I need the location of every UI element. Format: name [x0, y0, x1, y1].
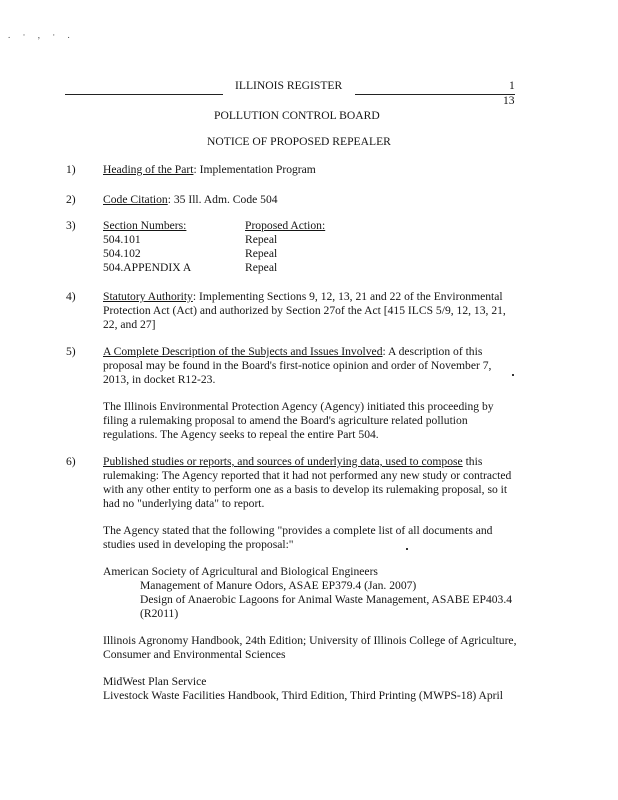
section-action: Repeal	[245, 261, 278, 274]
scan-speck	[406, 548, 408, 550]
item-4-line	[103, 290, 503, 304]
item-4-text: : Implementing Sections 9, 12, 13, 21 and 22 of the Environmental	[192, 290, 503, 303]
item-number-6: 6)	[66, 455, 76, 468]
item-6-line: rulemaking: The Agency reported that it had not performed any new study or contracted	[103, 469, 512, 482]
section-numbers-header: Section Numbers:	[103, 219, 187, 232]
item-5-line: 2013, in docket R12-23.	[103, 373, 216, 386]
section-number: 504.APPENDIX A	[103, 261, 192, 274]
scan-speck	[512, 374, 514, 376]
section-action: Repeal	[245, 247, 278, 260]
item-4-label: Statutory Authority	[103, 290, 193, 303]
section-number: 504.102	[103, 247, 141, 260]
section-number: 504.101	[103, 233, 141, 246]
reference-organization: American Society of Agricultural and Biological Engineers	[103, 565, 378, 578]
reference-title-continued: (R2011)	[140, 607, 179, 620]
item-6-label-part1: Published studies or reports,	[103, 455, 238, 468]
proposed-action-header: Proposed Action:	[245, 219, 326, 232]
item-1-text	[103, 163, 316, 177]
item-6-label-part2: and sources of underlying data, used to compose	[237, 455, 463, 468]
item-number-2: 2)	[66, 193, 76, 206]
board-name: POLLUTION CONTROL BOARD	[214, 109, 380, 122]
item-number-1: 1)	[66, 163, 76, 176]
section-action: Repeal	[245, 233, 278, 246]
item-2-text	[103, 193, 278, 207]
reference-title: Management of Manure Odors, ASAE EP379.4 (Jan. 2007)	[140, 579, 417, 592]
item-5-line	[103, 345, 482, 359]
item-6-para2-line: The Agency stated that the following "provides a complete list of all documents and	[103, 524, 493, 537]
item-5-para2-line: The Illinois Environmental Protection Agency (Agency) initiated this proceeding by	[103, 400, 494, 413]
page-number-secondary: 13	[503, 94, 515, 107]
scan-marks: . · , · .	[8, 30, 75, 40]
item-number-5: 5)	[66, 345, 76, 358]
header-rule-right	[355, 94, 515, 95]
item-2-label: Code Citation	[103, 193, 168, 206]
item-5-para2-line: filing a rulemaking proposal to amend the Board's agriculture related pollution	[103, 414, 468, 427]
notice-title: NOTICE OF PROPOSED REPEALER	[207, 135, 391, 148]
item-6-line	[103, 455, 482, 469]
item-6-para2-line: studies used in developing the proposal:"	[103, 538, 294, 551]
reference-line: Livestock Waste Facilities Handbook, Third Edition, Third Printing (MWPS-18) April	[103, 689, 503, 702]
item-6-label-part3: this	[462, 455, 483, 468]
item-6-line: had no "underlying data" to report.	[103, 497, 265, 510]
item-1-label: Heading of the Part	[103, 163, 194, 176]
item-6-line: with any other entity to perform one as a basis to develop its rulemaking proposal, so it	[103, 483, 508, 496]
register-title: ILLINOIS REGISTER	[235, 79, 343, 92]
item-5-para2-line: regulations. The Agency seeks to repeal the entire Part 504.	[103, 428, 379, 441]
item-1-value: : Implementation Program	[193, 163, 316, 176]
reference-line: Illinois Agronomy Handbook, 24th Edition; University of Illinois College of Agriculture,	[103, 634, 517, 647]
reference-line: Consumer and Environmental Sciences	[103, 648, 286, 661]
item-4-line: 22, and 27]	[103, 318, 156, 331]
item-4-line: Protection Act (Act) and authorized by Section 27of the Act [415 ILCS 5/9, 12, 13, 21,	[103, 304, 506, 317]
page-number: 1	[509, 79, 515, 92]
reference-title: Design of Anaerobic Lagoons for Animal Waste Management, ASABE EP403.4	[140, 593, 513, 606]
header-rule-left	[65, 94, 223, 95]
item-number-3: 3)	[66, 219, 76, 232]
item-number-4: 4)	[66, 290, 76, 303]
item-5-label: A Complete Description of the Subjects and Issues Involved	[103, 345, 383, 358]
item-5-line: proposal may be found in the Board's first-notice opinion and order of November 7,	[103, 359, 492, 372]
item-5-text: : A description of this	[382, 345, 483, 358]
reference-organization: MidWest Plan Service	[103, 675, 207, 688]
item-2-value: : 35 Ill. Adm. Code 504	[167, 193, 278, 206]
